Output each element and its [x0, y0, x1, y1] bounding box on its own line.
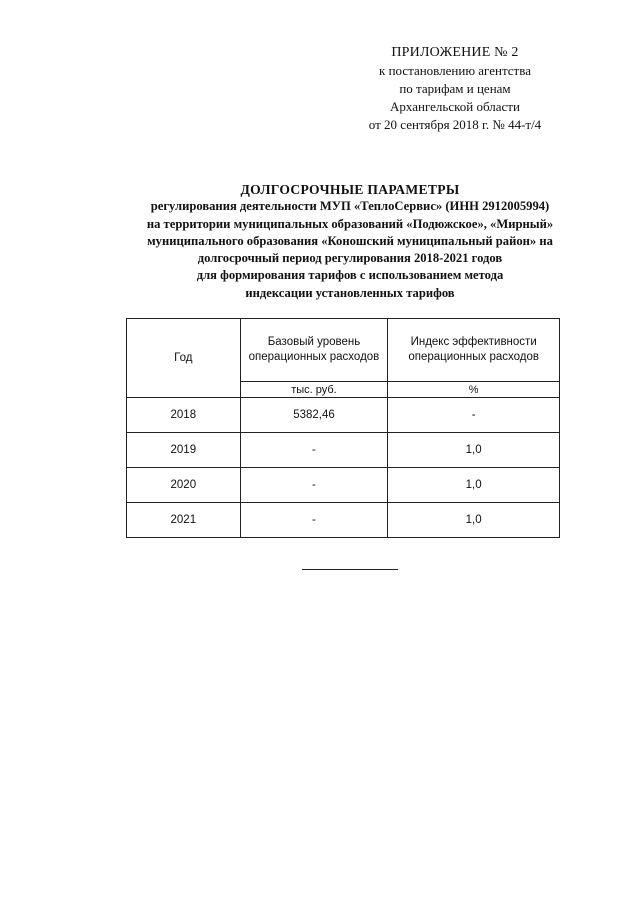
- heading-line: индексации установленных тарифов: [245, 285, 455, 300]
- header-efficiency-index: [388, 319, 560, 382]
- cell-index: 1,0: [388, 503, 560, 538]
- table-row: [127, 468, 560, 503]
- cell-base: 5382,46: [240, 398, 388, 433]
- heading-line: регулирования деятельности МУП «ТеплоСервис» (ИНН 2912005994): [150, 199, 550, 214]
- cell-year: 2019: [127, 433, 241, 468]
- parameters-table: [126, 318, 560, 538]
- table-row: [127, 503, 560, 538]
- document-heading: [40, 181, 640, 302]
- unit-index: %: [388, 382, 560, 398]
- appendix-block: [330, 44, 580, 134]
- appendix-line: Архангельской области: [390, 99, 520, 114]
- table-row: [127, 398, 560, 433]
- cell-index: -: [388, 398, 560, 433]
- document-title: ДОЛГОСРОЧНЫЕ ПАРАМЕТРЫ: [240, 182, 460, 197]
- appendix-line: к постановлению агентства: [379, 63, 531, 78]
- heading-line: на территории муниципальных образований «Подюжское», «Мирный»: [146, 216, 554, 231]
- unit-base: тыс. руб.: [240, 382, 388, 398]
- heading-line: муниципального образования «Коношский муниципальный район» на: [147, 233, 553, 248]
- header-base-line: операционных расходов: [248, 351, 380, 363]
- cell-index: 1,0: [388, 468, 560, 503]
- cell-base: -: [240, 503, 388, 538]
- end-separator-line: [302, 569, 398, 570]
- heading-line: долгосрочный период регулирования 2018-2021 годов: [197, 251, 503, 266]
- table-row: [127, 433, 560, 468]
- cell-year: 2018: [127, 398, 241, 433]
- header-index-line: операционных расходов: [408, 351, 539, 363]
- appendix-title: ПРИЛОЖЕНИЕ № 2: [391, 45, 519, 60]
- header-year: Год: [127, 319, 241, 398]
- appendix-line: по тарифам и ценам: [399, 81, 511, 96]
- header-base-line: Базовый уровень: [267, 336, 361, 348]
- appendix-line: от 20 сентября 2018 г. № 44-т/4: [368, 117, 542, 132]
- heading-line: для формирования тарифов с использованием метода: [196, 268, 504, 283]
- cell-base: -: [240, 468, 388, 503]
- header-index-line: Индекс эффективности: [410, 336, 537, 348]
- table-header-row: [127, 319, 560, 382]
- cell-base: -: [240, 433, 388, 468]
- cell-index: 1,0: [388, 433, 560, 468]
- cell-year: 2021: [127, 503, 241, 538]
- cell-year: 2020: [127, 468, 241, 503]
- header-base-level: [240, 319, 388, 382]
